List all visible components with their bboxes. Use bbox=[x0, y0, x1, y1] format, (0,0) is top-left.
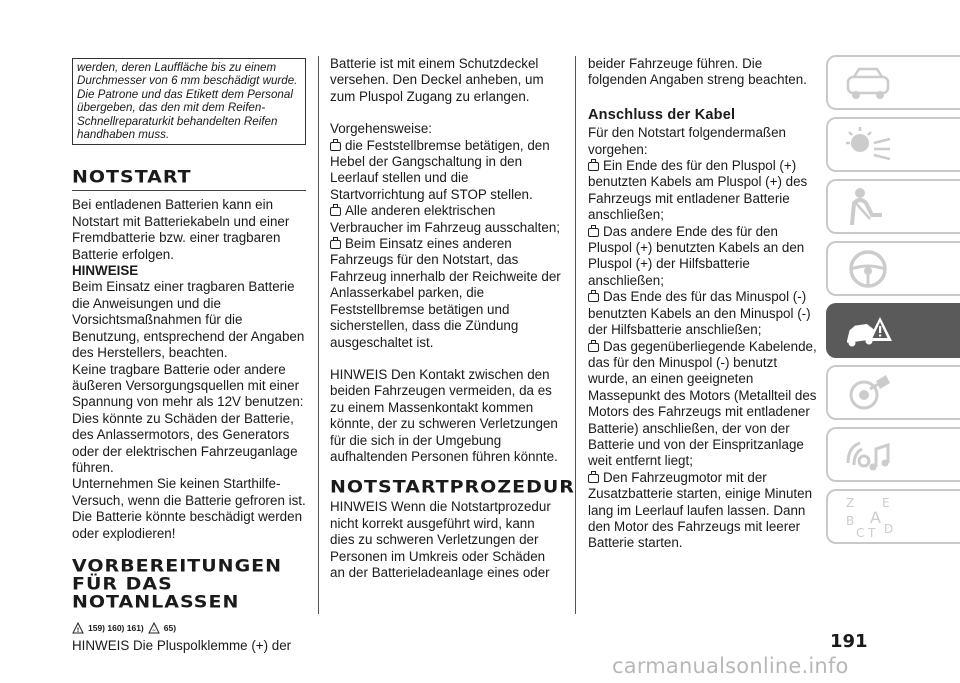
seatbelt-safety-icon bbox=[842, 185, 894, 229]
bullet-text: Beim Einsatz eines anderen Fahrzeugs für den Notstart, das Fahrzeug innerhalb der Reichweite der Anlasserkabel parken, die Feststellbremse betätigen und sicherstellen, dass die Zündung ausgeschaltet ist. bbox=[330, 236, 561, 350]
warning-triangle-icon bbox=[72, 622, 84, 634]
emergency-icon bbox=[842, 309, 894, 353]
hinweise-paragraph-1: Beim Einsatz einer tragbaren Batterie die Anweisungen und die Vorsichtsmaßnahmen für die Benutzung, entsprechend der Angaben des Herstellers, beachten. bbox=[72, 279, 305, 361]
bullet-icon bbox=[588, 343, 599, 352]
bullet-icon bbox=[588, 293, 599, 302]
tire-repair-note: werden, deren Lauffläche bis zu einem Durchmesser von 6 mm beschädigt wurde. Die Patrone und das Etikett dem Personal übergeben, das den mit dem Reifen-Schnellreparaturkit behandelten Reifen handhaben muss. bbox=[72, 58, 306, 145]
bullet-item bbox=[588, 470, 818, 552]
svg-text:~: ~ bbox=[151, 628, 156, 635]
index-letter: D bbox=[884, 521, 894, 536]
bullet-text: die Feststellbremse betätigen, den Hebel der Gangschaltung in den Leerlauf stellen und die Startvorrichtung auf STOP stellen. bbox=[330, 137, 550, 202]
bullet-icon bbox=[588, 228, 599, 237]
bullet-item bbox=[588, 224, 818, 290]
notstart-intro: Bei entladenen Batterien kann ein Notstart mit Batteriekabeln und einer Fremdbatterie bzw. einer tragbaren Batterie erfolgen. bbox=[72, 197, 290, 262]
index-letter: Z bbox=[846, 495, 855, 510]
page-number: 191 bbox=[830, 631, 868, 652]
bullet-text: Das Ende des für das Minuspol (-) benutzten Kabels an den Minuspol (-) der Hilfsbatterie anschließen; bbox=[588, 289, 811, 338]
column-3 bbox=[588, 56, 818, 552]
anschluss-intro: Für den Notstart folgendermaßen vorgehen: bbox=[588, 125, 786, 157]
watermark: carmanualsonline.info bbox=[612, 654, 849, 678]
bullet-icon bbox=[588, 474, 599, 483]
tab-index[interactable] bbox=[826, 489, 960, 544]
index-letter: E bbox=[882, 495, 890, 510]
bullet-text: Den Fahrzeugmotor mit der Zusatzbatterie starten, einige Minuten lang im Leerlauf laufen lassen. Dann den Motor des Fahrzeugs mit leerer Batterie starten. bbox=[588, 469, 813, 551]
pluspol-hinweis: HINWEIS Die Pluspolklemme (+) der bbox=[72, 638, 292, 654]
lights-icon bbox=[842, 123, 894, 167]
tab-dashboard[interactable] bbox=[826, 55, 960, 110]
tab-multimedia[interactable] bbox=[826, 427, 960, 482]
tab-lights[interactable] bbox=[826, 117, 960, 172]
column-divider-2 bbox=[575, 56, 576, 614]
bullet-item bbox=[588, 158, 818, 224]
pluspol-cover-text: Batterie ist mit einem Schutzdeckel versehen. Den Deckel anheben, um zum Pluspol Zugang zu erlangen. bbox=[330, 56, 544, 104]
maintenance-icon bbox=[842, 371, 894, 415]
bullet-icon bbox=[330, 207, 341, 216]
bullet-text: Das gegenüberliegende Kabelende, das für den Minuspol (-) benutzt wurde, an einen geeigneten Massepunkt des Motors (Metallteil des Motors des Fahrzeugs mit entladener Batterie) anschließen, der von der Batterie und von der Einspritzanlage weit entfernt liegt; bbox=[588, 338, 817, 469]
bullet-icon bbox=[330, 240, 341, 249]
tab-safety[interactable] bbox=[826, 179, 960, 234]
column-2 bbox=[330, 56, 575, 581]
bullet-icon bbox=[588, 162, 599, 171]
vorbereitungen-heading: VORBEREITUNGEN FÜR DAS NOTANLASSEN bbox=[72, 556, 283, 612]
svg-text:!: ! bbox=[76, 627, 80, 635]
tab-maintenance[interactable] bbox=[826, 365, 960, 420]
hinweise-label: HINWEISE bbox=[72, 263, 139, 279]
hinweise-paragraph-3: Unternehmen Sie keinen Starthilfe-Versuch, wenn die Batterie gefroren ist. Die Batterie könnte beschädigt werden oder explodieren! bbox=[72, 476, 306, 541]
bullet-item bbox=[330, 236, 562, 351]
bullet-item bbox=[588, 289, 818, 338]
index-letter: B bbox=[846, 513, 855, 528]
hinweise-paragraph-2: Keine tragbare Batterie oder andere äußeren Versorgungsquellen mit einer Spannung von mehr als 12V benutzen: Dies könnte zu Schäden der Batterie, des Anlassermotors, des Generators oder der elektrischen Fahrzeuganlage führen. bbox=[72, 361, 304, 475]
vorgehensweise-label: Vorgehensweise: bbox=[330, 121, 432, 137]
anschluss-subheading: Anschluss der Kabel bbox=[588, 106, 736, 123]
bullet-text: Ein Ende des für den Pluspol (+) benutzten Kabels am Pluspol (+) des Fahrzeugs mit entladener Batterie anschließen; bbox=[588, 158, 808, 223]
bullet-icon bbox=[330, 142, 341, 151]
contact-hinweis: HINWEIS Den Kontakt zwischen den beiden Fahrzeugen vermeiden, da es zu einem Massenkontakt kommen könnte, der zu schweren Verletzungen für die sich in der Umgebung aufhaltenden Personen führen könnte. bbox=[330, 366, 558, 464]
bullet-item bbox=[330, 138, 562, 204]
steering-wheel-icon bbox=[842, 247, 894, 291]
chapter-tabs bbox=[826, 55, 960, 551]
bullet-text: Das andere Ende des für den Pluspol (+) benutzten Kabels an den Pluspol (+) der Hilfsbatterie anschließen; bbox=[588, 223, 805, 288]
index-icon bbox=[842, 495, 894, 539]
continuation-text: beider Fahrzeuge führen. Die folgenden Angaben streng beachten. bbox=[588, 56, 807, 88]
prozedur-hinweis: HINWEIS Wenn die Notstartprozedur nicht korrekt ausgeführt wird, kann dies zu schweren Verletzungen der Personen im Umkreis oder Schäden an der Batterieladeanlage eines oder bbox=[330, 499, 551, 580]
notstartprozedur-heading: NOTSTARTPROZEDUR bbox=[330, 477, 575, 498]
warning-references bbox=[72, 620, 306, 636]
index-letter: T bbox=[868, 525, 876, 539]
column-divider-1 bbox=[318, 56, 319, 614]
index-letter: A bbox=[870, 507, 881, 527]
warning-ref-numbers: 159) 160) 161) bbox=[88, 622, 144, 633]
notstart-heading: NOTSTART bbox=[72, 167, 192, 188]
caution-ref-numbers: 65) bbox=[163, 622, 177, 633]
tab-driving[interactable] bbox=[826, 241, 960, 296]
bullet-item bbox=[330, 203, 562, 236]
bullet-item bbox=[588, 339, 818, 470]
index-letter: C bbox=[856, 525, 865, 539]
multimedia-icon bbox=[842, 433, 894, 477]
caution-triangle-icon bbox=[148, 622, 160, 634]
car-dashboard-icon bbox=[842, 61, 894, 105]
tab-emergency[interactable] bbox=[826, 303, 960, 358]
bullet-text: Alle anderen elektrischen Verbraucher im Fahrzeug ausschalten; bbox=[330, 203, 560, 235]
notstart-heading-wrap bbox=[72, 167, 306, 191]
column-1 bbox=[72, 58, 306, 655]
